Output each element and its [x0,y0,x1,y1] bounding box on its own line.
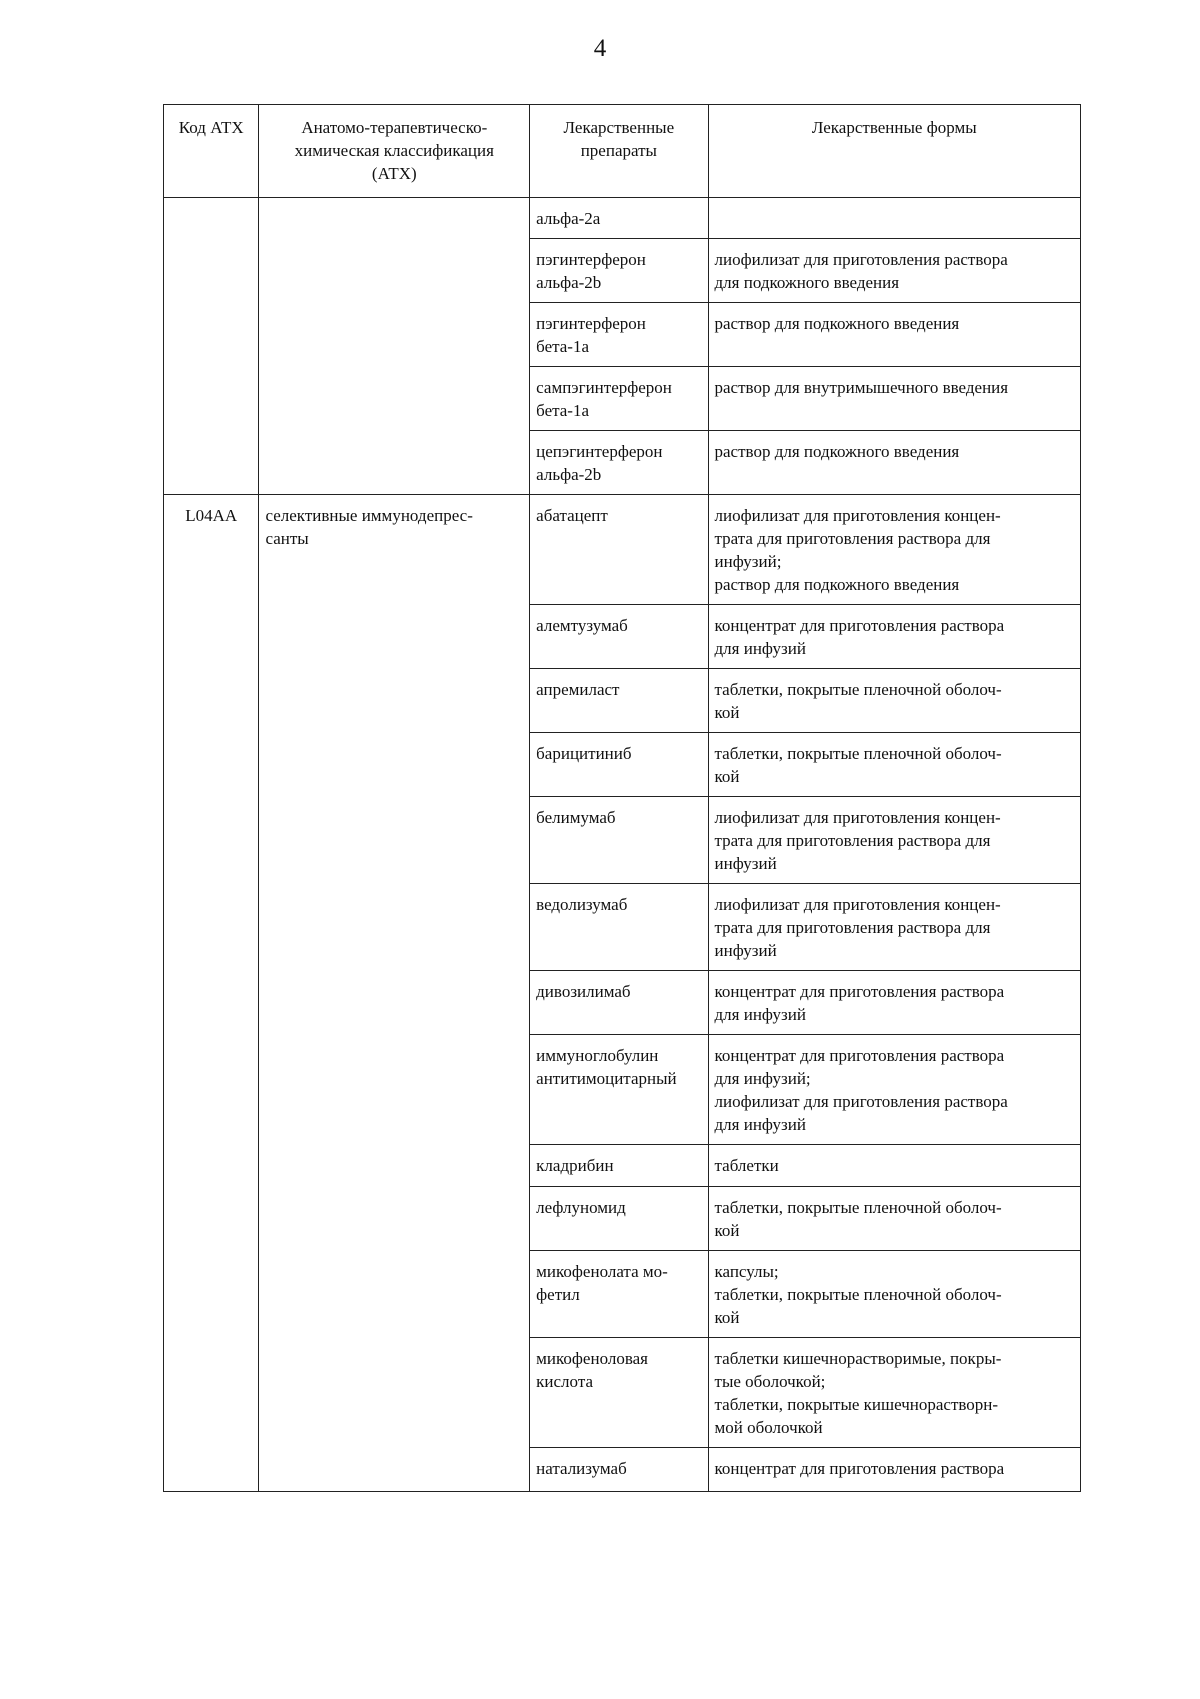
drug-name-cell: микофеноловая кислота [530,1338,708,1448]
atx-code-cell: L04AA [164,495,259,1492]
page-number: 4 [593,35,607,62]
dosage-forms-cell: таблетки, покрытые пленочной оболоч- кой [708,1187,1080,1251]
drug-name-cell: натализумаб [530,1448,708,1492]
table-row [164,495,1081,605]
header-drugs: Лекарственные препараты [530,105,708,198]
dosage-forms-cell: раствор для внутримышечного введения [708,367,1080,431]
atx-code-cell [164,198,259,495]
drug-name-cell: кладрибин [530,1145,708,1187]
dosage-forms-cell: таблетки кишечнорастворимые, покры- тые оболочкой; таблетки, покрытые кишечнорастворн- мой оболочкой [708,1338,1080,1448]
header-code: Код АТХ [164,105,259,198]
dosage-forms-cell: концентрат для приготовления раствора для инфузий; лиофилизат для приготовления раствора для инфузий [708,1035,1080,1145]
drug-name-cell: абатацепт [530,495,708,605]
dosage-forms-cell: таблетки [708,1145,1080,1187]
atx-classification-cell [259,198,530,495]
dosage-forms-cell: лиофилизат для приготовления раствора для подкожного введения [708,239,1080,303]
dosage-forms-cell: раствор для подкожного введения [708,303,1080,367]
drug-name-cell: цепэгинтерферон альфа-2b [530,431,708,495]
drug-name-cell: барицитиниб [530,733,708,797]
atx-table [163,104,1081,1492]
dosage-forms-cell: концентрат для приготовления раствора для инфузий [708,971,1080,1035]
dosage-forms-cell [708,198,1080,239]
drug-name-cell: альфа-2a [530,198,708,239]
drug-name-cell: лефлуномид [530,1187,708,1251]
dosage-forms-cell: таблетки, покрытые пленочной оболоч- кой [708,733,1080,797]
table-row [164,198,1081,239]
drug-name-cell: белимумаб [530,797,708,884]
drug-name-cell: ведолизумаб [530,884,708,971]
drug-name-cell: пэгинтерферон бета-1a [530,303,708,367]
drug-name-cell: сампэгинтерферон бета-1a [530,367,708,431]
dosage-forms-cell: лиофилизат для приготовления концен- трата для приготовления раствора для инфузий [708,797,1080,884]
header-forms: Лекарственные формы [708,105,1080,198]
table-header-row [164,105,1081,198]
drug-name-cell: дивозилимаб [530,971,708,1035]
drug-name-cell: пэгинтерферон альфа-2b [530,239,708,303]
dosage-forms-cell: лиофилизат для приготовления концен- трата для приготовления раствора для инфузий [708,884,1080,971]
dosage-forms-cell: таблетки, покрытые пленочной оболоч- кой [708,669,1080,733]
table-body [164,198,1081,1492]
dosage-forms-cell: концентрат для приготовления раствора [708,1448,1080,1492]
dosage-forms-cell: лиофилизат для приготовления концен- трата для приготовления раствора для инфузий; раствор для подкожного введения [708,495,1080,605]
drug-name-cell: иммуноглобулин антитимоцитарный [530,1035,708,1145]
atx-classification-cell: селективные иммунодепрес- санты [259,495,530,1492]
drug-name-cell: микофенолата мо- фетил [530,1251,708,1338]
header-classification: Анатомо-терапевтическо- химическая классификация (АТХ) [259,105,530,198]
dosage-forms-cell: раствор для подкожного введения [708,431,1080,495]
drug-name-cell: апремиласт [530,669,708,733]
drug-name-cell: алемтузумаб [530,605,708,669]
dosage-forms-cell: капсулы; таблетки, покрытые пленочной оболоч- кой [708,1251,1080,1338]
dosage-forms-cell: концентрат для приготовления раствора для инфузий [708,605,1080,669]
